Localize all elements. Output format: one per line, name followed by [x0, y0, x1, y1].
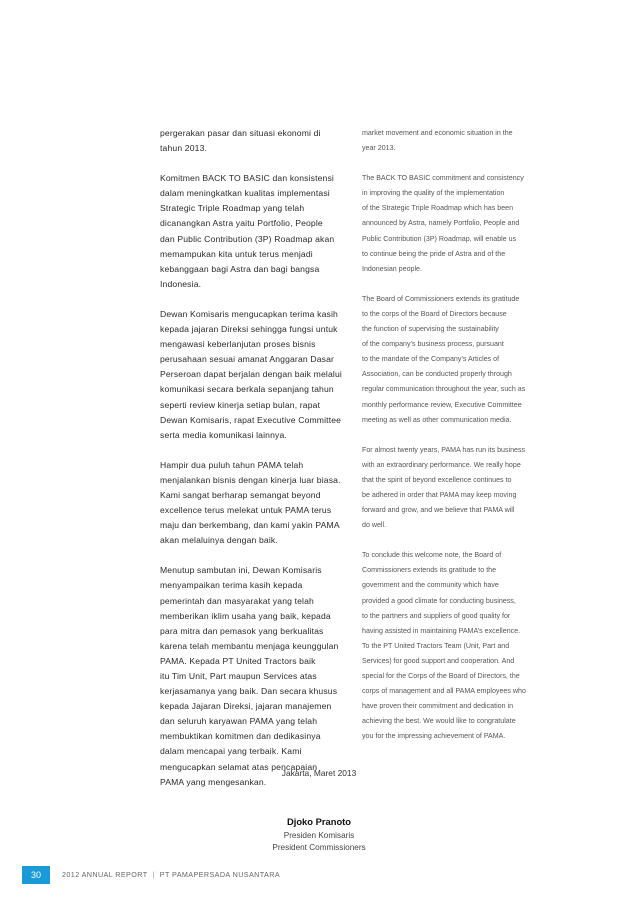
indonesian-text-line: tahun 2013. — [160, 143, 208, 154]
indonesian-text-line: membuktikan komitmen dan dedikasinya — [160, 731, 321, 742]
english-text-line: be adhered in order that PAMA may keep moving — [362, 490, 517, 499]
footer-text — [62, 870, 280, 879]
english-text-line: Commissioners extends its gratitude to the — [362, 566, 497, 575]
indonesian-text-line: memberikan iklim usaha yang baik, kepada — [160, 610, 331, 621]
english-paragraph — [362, 443, 552, 534]
signatory-name: Djoko Pranoto — [286, 816, 352, 827]
english-text-line: corps of management and all PAMA employees who — [362, 687, 526, 696]
page-footer — [0, 866, 638, 884]
indonesian-text-line: para mitra dan pemasok yang berkualitas — [160, 625, 324, 636]
english-text-line: Indonesian people. — [362, 264, 422, 273]
english-text-line: meeting as well as other communication media. — [362, 415, 512, 424]
english-text-line: have proven their commitment and dedication in — [362, 702, 514, 711]
english-text-line: government and the community which have — [362, 581, 499, 590]
indonesian-text-line: Dewan Komisaris mengucapkan terima kasih — [160, 308, 338, 319]
english-text-line: achieving the best. We would like to congratulate — [362, 717, 516, 726]
english-column — [362, 126, 552, 759]
english-text-line: To conclude this welcome note, the Board of — [362, 551, 502, 560]
indonesian-text-line: pergerakan pasar dan situasi ekonomi di — [160, 128, 321, 138]
indonesian-text-line: Komitmen BACK TO BASIC dan konsistensi — [160, 173, 334, 184]
indonesian-text-line: dicanangkan Astra yaitu Portfolio, People — [160, 218, 323, 229]
footer-company: PT PAMAPERSADA NUSANTARA — [159, 870, 281, 879]
indonesian-text-line: maju dan berkembang, dan kami yakin PAMA — [160, 520, 340, 531]
indonesian-text-line: mengawasi keberlanjutan proses bisnis — [160, 339, 316, 350]
indonesian-text-line: serta media komunikasi lainnya. — [160, 429, 287, 440]
indonesian-text-line: PAMA yang mengesankan. — [160, 776, 267, 787]
english-paragraph — [362, 292, 552, 428]
english-paragraph — [362, 548, 552, 744]
indonesian-text-line: Menutup sambutan ini, Dewan Komisaris — [160, 565, 322, 576]
english-text-line: To the PT United Tractors Team (Unit, Part and — [362, 641, 510, 650]
indonesian-text-line: dan Public Contribution (3P) Roadmap akan — [160, 233, 335, 244]
english-text-line: year 2013. — [362, 144, 396, 153]
indonesian-column — [160, 126, 356, 805]
indonesian-text-line: pemerintah dan masyarakat yang telah — [160, 595, 314, 606]
indonesian-text-line: karena telah membantu menjaga keunggulan — [160, 640, 339, 651]
english-text-line: The BACK TO BASIC commitment and consistency — [362, 174, 524, 183]
indonesian-text-line: akan melaluinya dengan baik. — [160, 535, 278, 546]
indonesian-text-line: mengucapkan selamat atas pencapaian — [160, 761, 318, 772]
english-text-line: to the partners and suppliers of good quality for — [362, 611, 511, 620]
english-text-line: that the spirit of beyond excellence continues to — [362, 475, 512, 484]
footer-report: 2012 ANNUAL REPORT — [62, 870, 148, 879]
english-paragraph — [362, 171, 552, 277]
english-text-line: For almost twenty years, PAMA has run its business — [362, 445, 526, 454]
english-text-line: the function of supervising the sustainability — [362, 325, 499, 334]
english-text-line: of the company’s business process, pursuant — [362, 340, 504, 349]
english-text-line: announced by Astra, namely Portfolio, People and — [362, 219, 520, 228]
page-number: 30 — [22, 866, 50, 884]
indonesian-text-line: excellence terus melekat untuk PAMA terus — [160, 505, 332, 516]
indonesian-text-line: PAMA. Kepada PT United Tractors baik — [160, 655, 316, 666]
english-text-line: The Board of Commissioners extends its gratitude — [362, 294, 520, 303]
english-text-line: Association, can be conducted properly through — [362, 370, 512, 379]
indonesian-text-line: Perseroan dapat berjalan dengan baik melalui — [160, 369, 342, 380]
english-text-line: provided a good climate for conducting business, — [362, 596, 516, 605]
english-text-line: forward and grow, and we believe that PAMA will — [362, 506, 515, 515]
indonesian-text-line: dalam meningkatkan kualitas implementasi — [160, 188, 330, 199]
footer-separator: | — [152, 870, 155, 879]
indonesian-text-line: Dewan Komisaris, rapat Executive Committee — [160, 414, 342, 425]
english-text-line: having assisted in maintaining PAMA’s excellence. — [362, 626, 521, 635]
indonesian-text-line: kepada jajaran Direksi sehingga fungsi untuk — [160, 324, 338, 335]
place-date: Jakarta, Maret 2013 — [281, 768, 357, 778]
english-paragraph — [362, 126, 552, 156]
signatory-title-id: Presiden Komisaris — [283, 831, 355, 840]
indonesian-text-line: itu Tim Unit, Part maupun Services atas — [160, 671, 317, 681]
english-text-line: to the corps of the Board of Directors because — [362, 309, 507, 318]
english-text-line: Public Contribution (3P) Roadmap, will enable us — [362, 234, 517, 243]
indonesian-text-line: menyampaikan terima kasih kepada — [160, 580, 303, 591]
english-text-line: to continue being the pride of Astra and of the — [362, 249, 506, 258]
indonesian-text-line: dalam mencapai yang terbaik. Kami — [160, 746, 302, 757]
indonesian-text-line: menjalankan bisnis dengan kinerja luar biasa. — [160, 474, 341, 485]
indonesian-paragraph — [160, 126, 356, 156]
indonesian-paragraph — [160, 307, 356, 443]
english-text-line: special for the Corps of the Board of Directors, the — [362, 672, 520, 680]
indonesian-text-line: kepada Jajaran Direksi, jajaran manajemen — [160, 701, 332, 712]
english-text-line: regular communication throughout the year, such as — [362, 385, 526, 394]
indonesian-text-line: perusahaan sesuai amanat Anggaran Dasar — [160, 354, 335, 365]
english-text-line: you for the impressing achievement of PAMA. — [362, 732, 506, 741]
english-text-line: do well. — [362, 521, 387, 530]
indonesian-text-line: dan seluruh karyawan PAMA yang telah — [160, 716, 318, 727]
indonesian-text-line: Indonesia. — [160, 278, 202, 289]
indonesian-text-line: seperti review kinerja setiap bulan, rapat — [160, 399, 321, 410]
signatory-title-en: President Commissioners — [272, 843, 366, 852]
english-text-line: with an extraordinary performance. We really hope — [362, 460, 521, 469]
indonesian-text-line: Strategic Triple Roadmap yang telah — [160, 203, 305, 214]
english-text-line: monthly performance review, Executive Committee — [362, 400, 522, 409]
indonesian-text-line: memampukan kita untuk terus menjadi — [160, 248, 313, 259]
indonesian-paragraph — [160, 458, 356, 549]
indonesian-paragraph — [160, 171, 356, 292]
english-text-line: market movement and economic situation in the — [362, 129, 513, 137]
english-text-line: Services) for good support and cooperation. And — [362, 656, 515, 665]
english-text-line: in improving the quality of the implementation — [362, 189, 505, 198]
indonesian-text-line: kerjasamanya yang baik. Dan secara khusus — [160, 686, 338, 697]
english-text-line: to the mandate of the Company’s Articles of — [362, 355, 500, 364]
indonesian-text-line: Hampir dua puluh tahun PAMA telah — [160, 459, 304, 470]
indonesian-text-line: Kami sangat berharap semangat beyond — [160, 489, 321, 500]
indonesian-text-line: kebanggaan bagi Astra dan bagi bangsa — [160, 263, 320, 274]
indonesian-paragraph — [160, 563, 356, 789]
english-text-line: of the Strategic Triple Roadmap which has been — [362, 204, 514, 213]
indonesian-text-line: komunikasi secara berkala sepanjang tahun — [160, 384, 334, 395]
